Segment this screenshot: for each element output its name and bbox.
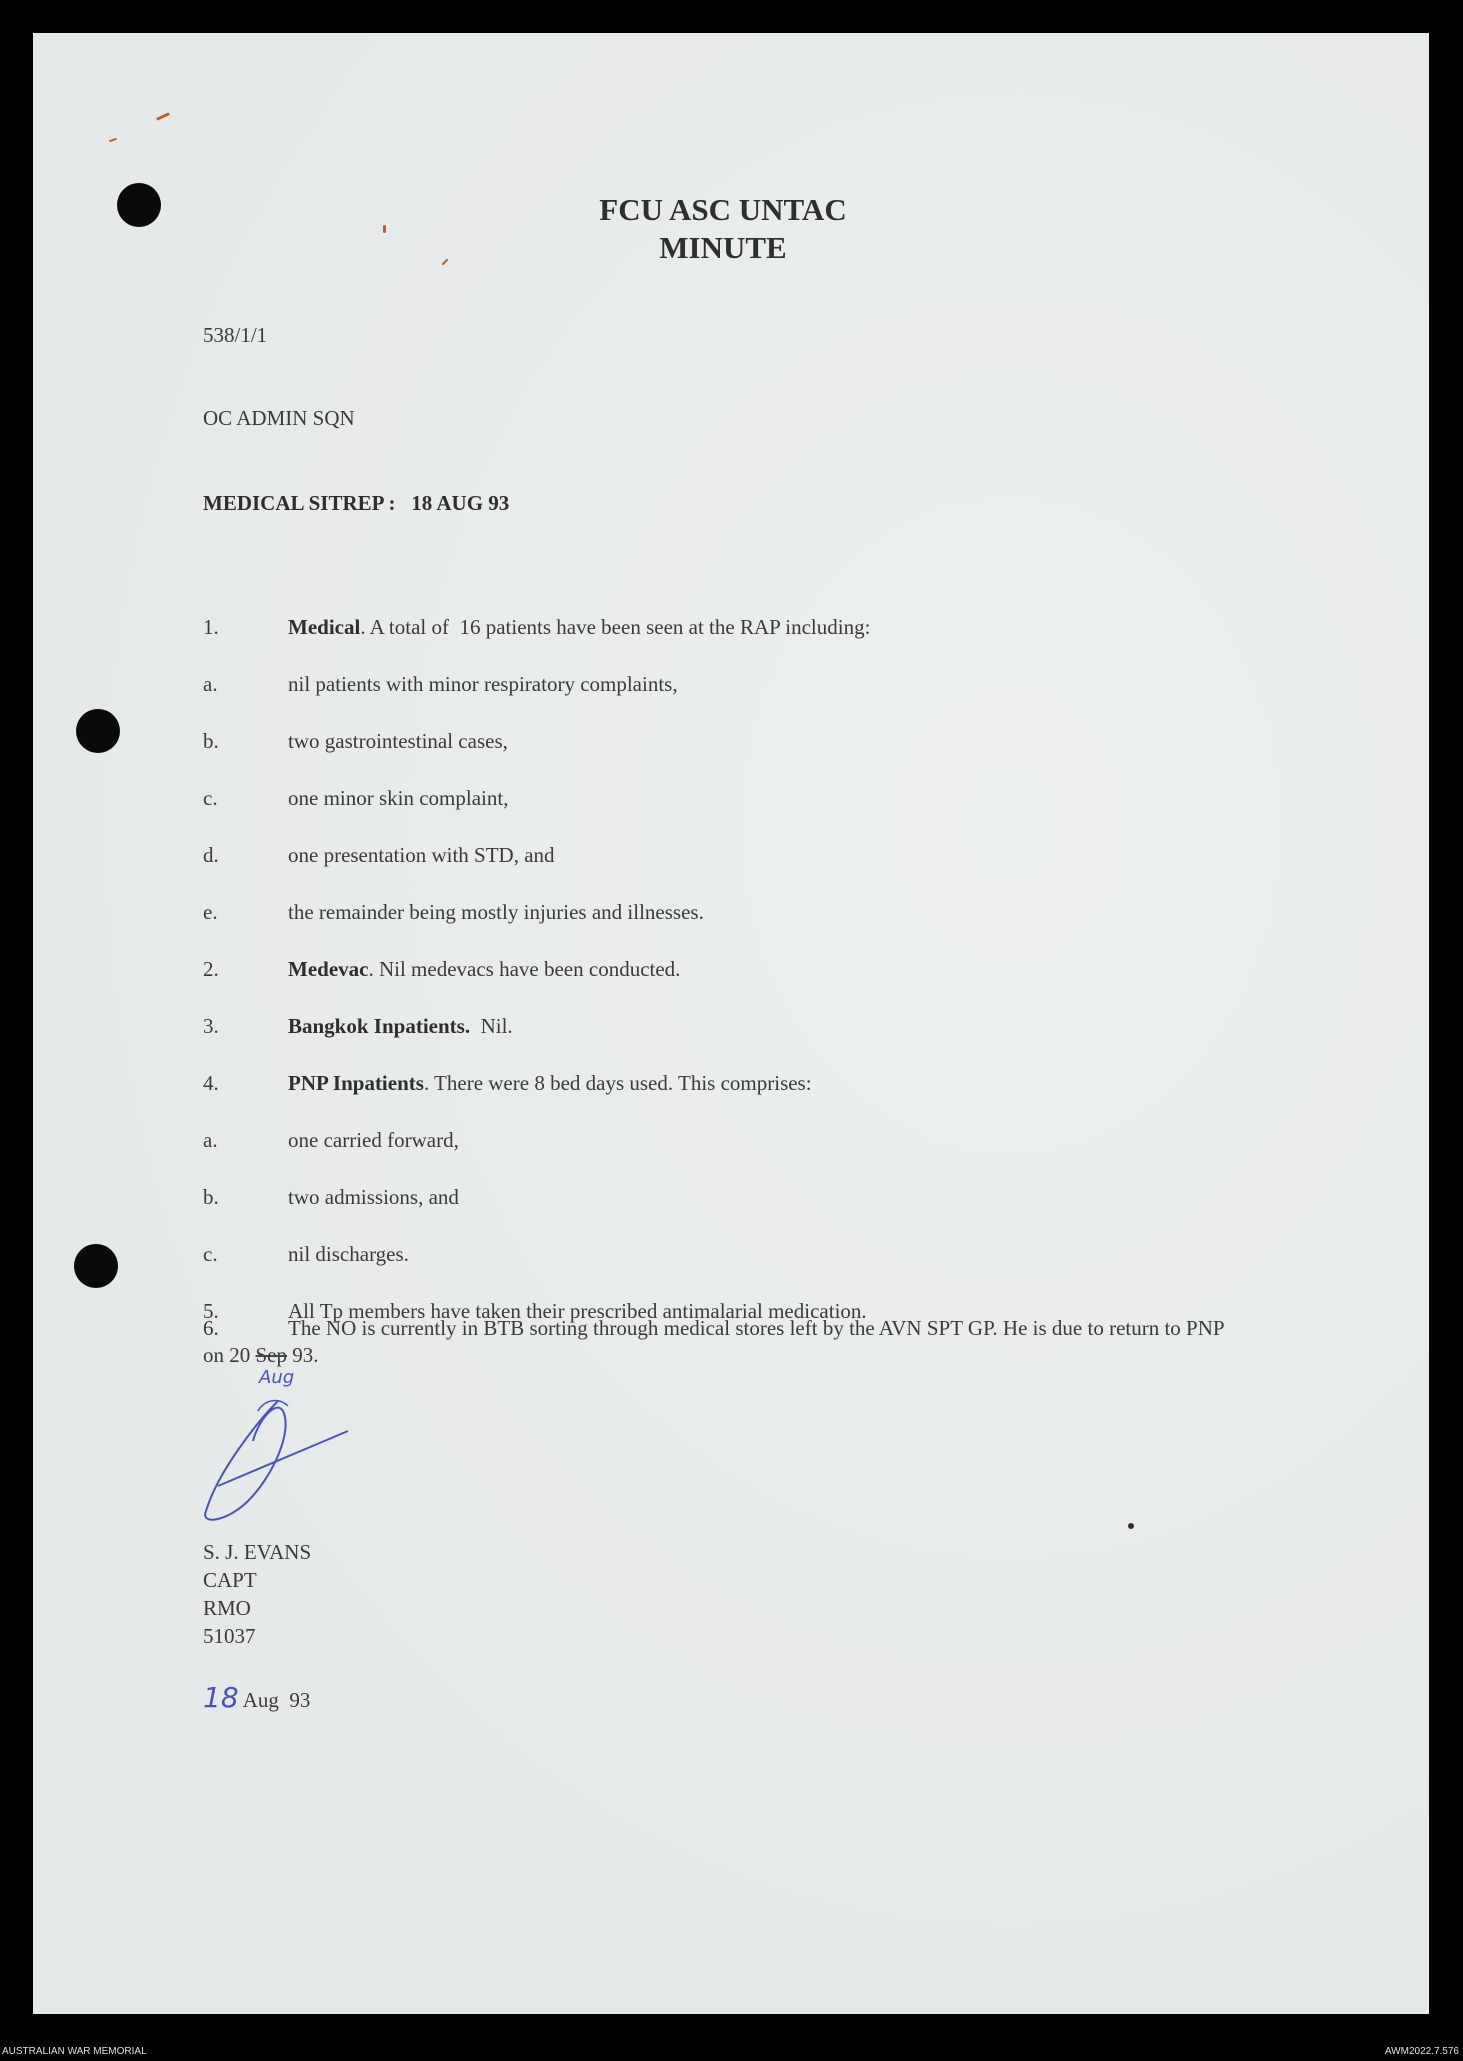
signature	[198, 1391, 398, 1531]
paragraph-body: . Nil medevacs have been conducted.	[368, 957, 681, 981]
signatory-appointment: RMO	[203, 1596, 251, 1620]
paragraph-number: b.	[203, 1185, 219, 1209]
stain-mark	[441, 258, 448, 265]
printed-date: Aug 93	[242, 1688, 311, 1712]
punch-hole	[74, 1244, 118, 1288]
paragraph-number: 2.	[203, 957, 219, 981]
paragraph-text	[288, 729, 508, 754]
paragraph-text	[288, 1014, 513, 1039]
paragraph-number: c.	[203, 1242, 218, 1266]
paragraph-number: c.	[203, 786, 218, 810]
paragraph-text	[288, 615, 870, 640]
paragraph-continuation	[203, 1343, 319, 1368]
paragraph-body: one minor skin complaint,	[288, 786, 509, 810]
paragraph-text	[288, 900, 704, 925]
paragraph-number: a.	[203, 672, 218, 696]
paragraph-body: the remainder being mostly injuries and illnesses.	[288, 900, 704, 924]
signature-block	[203, 1538, 311, 1650]
document-page	[33, 33, 1429, 2014]
paragraph-number: 6.	[203, 1316, 219, 1340]
stain-mark	[383, 225, 386, 233]
footer-right: AWM2022.7.576	[1384, 2046, 1459, 2057]
paragraph-text	[288, 786, 508, 811]
punch-hole	[117, 183, 161, 227]
paragraph-heading: Bangkok Inpatients.	[288, 1014, 471, 1038]
paragraph-number: d.	[203, 843, 219, 867]
paragraph-body: . There were 8 bed days used. This comprises:	[423, 1071, 812, 1095]
paragraph-body: Nil.	[470, 1014, 513, 1038]
stain-mark	[109, 138, 117, 143]
continuation-prefix: on 20	[203, 1343, 256, 1367]
document-title	[523, 191, 923, 267]
paragraph-heading: Medical	[288, 615, 361, 639]
signatory-name: S. J. EVANS	[203, 1540, 312, 1564]
stain-mark	[156, 112, 170, 121]
title-line: MINUTE	[659, 230, 787, 265]
date-line	[203, 1681, 310, 1714]
paragraph-number: 5.	[203, 1299, 219, 1323]
paragraph-text	[288, 957, 680, 982]
stain-mark	[1128, 1523, 1134, 1529]
paragraph-body: two gastrointestinal cases,	[288, 729, 508, 753]
paragraph-body: two admissions, and	[288, 1185, 459, 1209]
paragraph-heading: Medevac	[288, 957, 369, 981]
paragraph-number: e.	[203, 900, 218, 924]
file-reference: 538/1/1	[203, 323, 268, 347]
paragraph-number: 1.	[203, 615, 219, 639]
struck-text: Sep	[255, 1343, 287, 1367]
paragraph-body: nil patients with minor respiratory complaints,	[288, 672, 678, 696]
paragraph-body: one carried forward,	[288, 1128, 459, 1152]
paragraph-heading: PNP Inpatients	[288, 1071, 424, 1095]
paragraph-body: one presentation with STD, and	[288, 843, 555, 867]
title-line: FCU ASC UNTAC	[599, 192, 847, 227]
handwritten-correction: Aug	[259, 1367, 295, 1388]
paragraph-text	[288, 843, 555, 868]
continuation-suffix: 93.	[287, 1343, 319, 1367]
paragraph-body: . A total of 16 patients have been seen at the RAP including:	[360, 615, 871, 639]
paragraph-number: 3.	[203, 1014, 219, 1038]
subject-line: MEDICAL SITREP : 18 AUG 93	[203, 491, 510, 515]
paragraph-text	[288, 1185, 459, 1210]
signatory-number: 51037	[203, 1624, 256, 1648]
paragraph-body: All Tp members have taken their prescribed antimalarial medication.	[288, 1299, 867, 1323]
signatory-rank: CAPT	[203, 1568, 257, 1592]
addressee: OC ADMIN SQN	[203, 406, 355, 430]
paragraph-text	[288, 672, 678, 697]
handwritten-day: 18	[203, 1681, 239, 1714]
paragraph-body: nil discharges.	[288, 1242, 409, 1266]
paragraph-number: 4.	[203, 1071, 219, 1095]
punch-hole	[76, 709, 120, 753]
paragraph-text: The NO is currently in BTB sorting through medical stores left by the AVN SPT GP. He is due to return to PNP	[288, 1316, 1225, 1340]
paragraph-text	[288, 1242, 409, 1267]
paragraph-number: b.	[203, 729, 219, 753]
paragraph-number: a.	[203, 1128, 218, 1152]
footer-left: AUSTRALIAN WAR MEMORIAL	[2, 2046, 147, 2057]
paragraph-text	[288, 1128, 459, 1153]
paragraph-text	[288, 1071, 812, 1096]
